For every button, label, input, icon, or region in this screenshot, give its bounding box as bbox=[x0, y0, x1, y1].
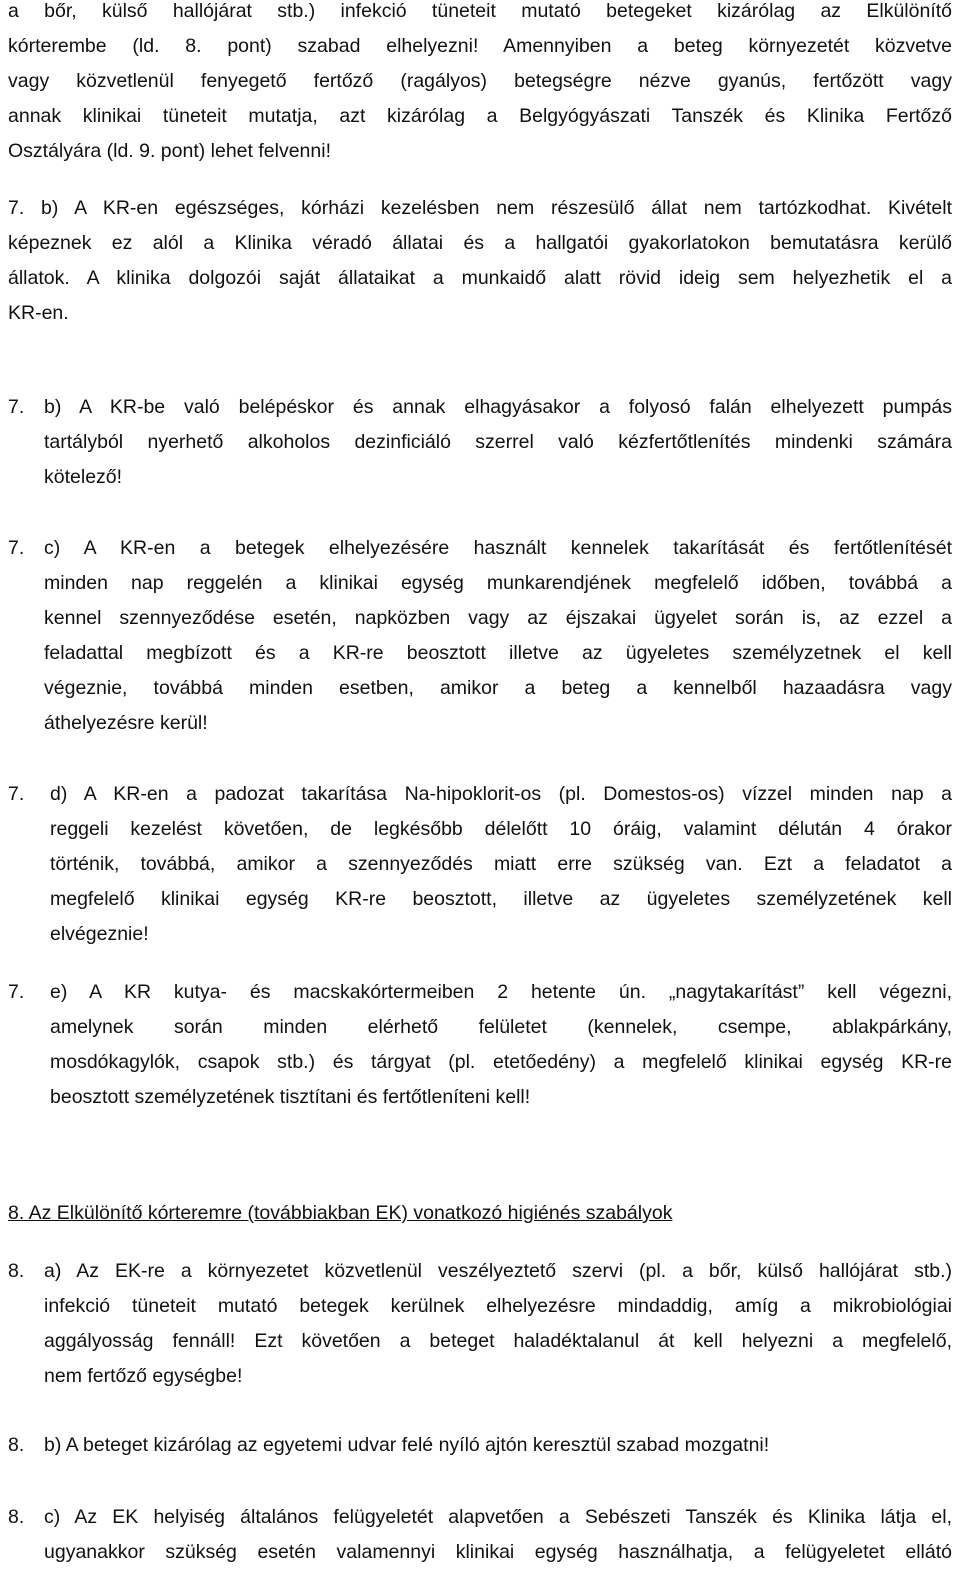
text-line: képeznek ez alól a Klinika véradó állatai és a hallgatói gyakorlatokon bemutatásra kerülő bbox=[8, 232, 952, 254]
numbered-line bbox=[8, 1428, 952, 1463]
text-line: áthelyezésre kerül! bbox=[44, 712, 208, 734]
text-line: a) Az EK-re a környezetet közvetlenül veszélyeztető szervi (pl. a bőr, külső hallójárat stb.) bbox=[44, 1260, 952, 1282]
text-line: feladattal megbízott és a KR-re beosztott illetve az ügyeletes személyzetnek el kell bbox=[44, 642, 952, 664]
paragraph-number: 7. bbox=[8, 783, 25, 805]
text-line: történik, továbbá, amikor a szennyeződés miatt erre szükség van. Ezt a feladatot a bbox=[50, 853, 952, 875]
section-8-heading bbox=[8, 1196, 952, 1231]
numbered-line bbox=[8, 531, 952, 566]
paragraph-7c bbox=[8, 531, 952, 741]
paragraph-7d bbox=[8, 777, 952, 952]
text-line: 7. b) A KR-en egészséges, kórházi kezelésben nem részesülő állat nem tartózkodhat. Kivételt bbox=[8, 197, 952, 219]
text-line: beosztott személyzetének tisztítani és fertőtleníteni kell! bbox=[50, 1086, 531, 1108]
text-line: b) A beteget kizárólag az egyetemi udvar felé nyíló ajtón keresztül szabad mozgatni! bbox=[44, 1434, 770, 1456]
text-line: e) A KR kutya- és macskakórtermeiben 2 hetente ún. „nagytakarítást” kell végezni, bbox=[50, 981, 952, 1003]
text-line: vagy közvetlenül fenyegető fertőző (ragályos) betegségre nézve gyanús, fertőzött vagy bbox=[8, 70, 952, 92]
paragraph-7b-disinfection bbox=[8, 390, 952, 495]
numbered-line bbox=[8, 777, 952, 812]
text-line: nem fertőző egységbe! bbox=[44, 1365, 243, 1387]
paragraph-number: 7. bbox=[8, 537, 25, 559]
text-line: elvégeznie! bbox=[50, 923, 149, 945]
paragraph-7e bbox=[8, 975, 952, 1115]
paragraph-8c bbox=[8, 1500, 952, 1570]
paragraph-8a bbox=[8, 1254, 952, 1394]
text-line: kennel szennyeződése esetén, napközben vagy az éjszakai ügyelet során is, az ezzel a bbox=[44, 607, 952, 629]
paragraph-number: 8. bbox=[8, 1260, 25, 1282]
text-line: KR-en. bbox=[8, 302, 69, 324]
numbered-line bbox=[8, 975, 952, 1010]
numbered-line bbox=[8, 1254, 952, 1289]
section-heading: 8. Az Elkülönítő kórteremre (továbbiakban EK) vonatkozó higiénés szabályok bbox=[8, 1202, 673, 1224]
text-line: b) A KR-be való belépéskor és annak elhagyásakor a folyosó falán elhelyezett pumpás bbox=[44, 396, 952, 418]
text-line: amelynek során minden elérhető felületet (kennelek, csempe, ablakpárkány, bbox=[50, 1016, 952, 1038]
text-line: reggeli kezelést követően, de legkésőbb délelőtt 10 óráig, valamint délután 4 órakor bbox=[50, 818, 952, 840]
text-line: végeznie, továbbá minden esetben, amikor a beteg a kennelből hazaadásra vagy bbox=[44, 677, 952, 699]
text-line: a bőr, külső hallójárat stb.) infekció tüneteit mutató betegeket kizárólag az Elkülönítő bbox=[8, 0, 952, 22]
text-line: mosdókagylók, csapok stb.) és tárgyat (pl. etetőedény) a megfelelő klinikai egység KR-re bbox=[50, 1051, 952, 1073]
text-line: c) A KR-en a betegek elhelyezésére használt kennelek takarítását és fertőtlenítését bbox=[44, 537, 952, 559]
text-line: kötelező! bbox=[44, 466, 123, 488]
text-line: megfelelő klinikai egység KR-re beosztott, illetve az ügyeletes személyzetének kell bbox=[50, 888, 952, 910]
text-line: d) A KR-en a padozat takarítása Na-hipoklorit-os (pl. Domestos-os) vízzel minden nap a bbox=[50, 783, 952, 805]
paragraph-8b bbox=[8, 1428, 952, 1463]
text-line: c) Az EK helyiség általános felügyeletét alapvetően a Sebészeti Tanszék és Klinika látja el, bbox=[44, 1506, 952, 1528]
text-line: kórterembe (ld. 8. pont) szabad elhelyezni! Amennyiben a beteg környezetét közvetve bbox=[8, 35, 952, 57]
paragraph-number: 8. bbox=[8, 1434, 25, 1456]
text-line: minden nap reggelén a klinikai egység munkarendjének megfelelő időben, továbbá a bbox=[44, 572, 952, 594]
text-line: annak klinikai tüneteit mutatja, azt kizárólag a Belgyógyászati Tanszék és Klinika Fertőző bbox=[8, 105, 952, 127]
numbered-line bbox=[8, 390, 952, 425]
text-line: ugyanakkor szükség esetén valamennyi klinikai egység használhatja, a felügyeletet ellátó bbox=[44, 1541, 952, 1563]
numbered-line bbox=[8, 1500, 952, 1535]
paragraph-number: 7. bbox=[8, 981, 25, 1003]
text-line: infekció tüneteit mutató betegek kerülnek elhelyezésre mindaddig, amíg a mikrobiológiai bbox=[44, 1295, 952, 1317]
paragraph-number: 7. bbox=[8, 396, 25, 418]
text-line: tartályból nyerhető alkoholos dezinficiáló szerrel való kézfertőtlenítés mindenki számára bbox=[44, 431, 952, 453]
text-line: Osztályára (ld. 9. pont) lehet felvenni! bbox=[8, 140, 331, 162]
intro-paragraph bbox=[8, 0, 952, 169]
paragraph-7b-animals bbox=[8, 191, 952, 331]
text-line: állatok. A klinika dolgozói saját állataikat a munkaidő alatt rövid ideig sem helyezhetik el a bbox=[8, 267, 952, 289]
paragraph-number: 8. bbox=[8, 1506, 25, 1528]
text-line: aggályosság fennáll! Ezt követően a beteget haladéktalanul át kell helyezni a megfelelő, bbox=[44, 1330, 952, 1352]
